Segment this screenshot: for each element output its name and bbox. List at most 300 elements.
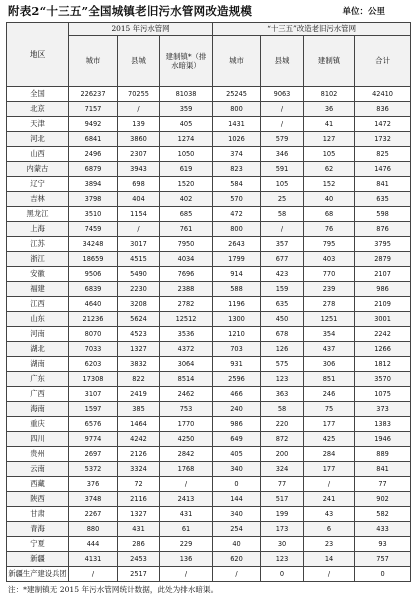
table-row bbox=[7, 372, 411, 387]
value-cell: 374 bbox=[213, 147, 261, 162]
value-cell: 41 bbox=[304, 117, 355, 132]
value-cell: 8070 bbox=[69, 327, 118, 342]
value-cell: 1472 bbox=[355, 117, 411, 132]
value-cell: 0 bbox=[355, 567, 411, 582]
value-cell: 177 bbox=[304, 417, 355, 432]
table-row bbox=[7, 402, 411, 417]
value-cell: / bbox=[304, 477, 355, 492]
value-cell: 761 bbox=[160, 222, 213, 237]
region-cell: 湖北 bbox=[7, 342, 69, 357]
value-cell: 575 bbox=[261, 357, 304, 372]
table-row bbox=[7, 357, 411, 372]
value-cell: 241 bbox=[304, 492, 355, 507]
value-cell: 286 bbox=[118, 537, 160, 552]
value-cell: 105 bbox=[261, 177, 304, 192]
value-cell: 2116 bbox=[118, 492, 160, 507]
value-cell: 25 bbox=[261, 192, 304, 207]
header-town-2015-label: 建制镇*（排水暗渠） bbox=[165, 51, 207, 70]
table-row bbox=[7, 117, 411, 132]
value-cell: 21236 bbox=[69, 312, 118, 327]
value-cell: 126 bbox=[261, 342, 304, 357]
value-cell: 444 bbox=[69, 537, 118, 552]
table-row bbox=[7, 327, 411, 342]
region-cell: 西藏 bbox=[7, 477, 69, 492]
value-cell: 3894 bbox=[69, 177, 118, 192]
value-cell: 2307 bbox=[118, 147, 160, 162]
value-cell: 4523 bbox=[118, 327, 160, 342]
region-cell: 北京 bbox=[7, 102, 69, 117]
table-row bbox=[7, 222, 411, 237]
value-cell: 2419 bbox=[118, 387, 160, 402]
value-cell: 466 bbox=[213, 387, 261, 402]
value-cell: 3536 bbox=[160, 327, 213, 342]
value-cell: / bbox=[261, 102, 304, 117]
value-cell: 914 bbox=[213, 267, 261, 282]
table-row bbox=[7, 387, 411, 402]
value-cell: 437 bbox=[304, 342, 355, 357]
header-county-plan: 县城 bbox=[261, 36, 304, 87]
value-cell: 570 bbox=[213, 192, 261, 207]
table-row bbox=[7, 507, 411, 522]
value-cell: 5372 bbox=[69, 462, 118, 477]
value-cell: 246 bbox=[304, 387, 355, 402]
value-cell: / bbox=[160, 567, 213, 582]
value-cell: 757 bbox=[355, 552, 411, 567]
value-cell: 3748 bbox=[69, 492, 118, 507]
value-cell: 17308 bbox=[69, 372, 118, 387]
value-cell: 123 bbox=[261, 372, 304, 387]
value-cell: / bbox=[118, 222, 160, 237]
value-cell: 357 bbox=[261, 237, 304, 252]
value-cell: 2388 bbox=[160, 282, 213, 297]
value-cell: 1431 bbox=[213, 117, 261, 132]
table-row bbox=[7, 147, 411, 162]
value-cell: 359 bbox=[160, 102, 213, 117]
value-cell: 2107 bbox=[355, 267, 411, 282]
region-cell: 江西 bbox=[7, 297, 69, 312]
value-cell: 159 bbox=[261, 282, 304, 297]
value-cell: 2242 bbox=[355, 327, 411, 342]
value-cell: 698 bbox=[118, 177, 160, 192]
value-cell: 598 bbox=[355, 207, 411, 222]
region-cell: 浙江 bbox=[7, 252, 69, 267]
value-cell: 3107 bbox=[69, 387, 118, 402]
value-cell: 678 bbox=[261, 327, 304, 342]
value-cell: 3064 bbox=[160, 357, 213, 372]
value-cell: 3510 bbox=[69, 207, 118, 222]
header-town-plan: 建制镇 bbox=[304, 36, 355, 87]
value-cell: 4515 bbox=[118, 252, 160, 267]
value-cell: 34248 bbox=[69, 237, 118, 252]
value-cell: 240 bbox=[213, 402, 261, 417]
value-cell: / bbox=[69, 567, 118, 582]
value-cell: 62 bbox=[304, 162, 355, 177]
table-row bbox=[7, 462, 411, 477]
value-cell: 2453 bbox=[118, 552, 160, 567]
value-cell: 3017 bbox=[118, 237, 160, 252]
unit-label: 单位：公里 bbox=[342, 7, 385, 17]
value-cell: 889 bbox=[355, 447, 411, 462]
value-cell: 1597 bbox=[69, 402, 118, 417]
table-row bbox=[7, 297, 411, 312]
value-cell: 851 bbox=[304, 372, 355, 387]
value-cell: 229 bbox=[160, 537, 213, 552]
footnote: 注：*建制镇无 2015 年污水管网统计数据，此处为排水暗渠。 bbox=[8, 585, 219, 594]
region-cell: 河南 bbox=[7, 327, 69, 342]
value-cell: 677 bbox=[261, 252, 304, 267]
region-cell: 江苏 bbox=[7, 237, 69, 252]
value-cell: / bbox=[304, 567, 355, 582]
value-cell: 40 bbox=[304, 192, 355, 207]
value-cell: 620 bbox=[213, 552, 261, 567]
value-cell: 139 bbox=[118, 117, 160, 132]
value-cell: 363 bbox=[261, 387, 304, 402]
value-cell: / bbox=[213, 567, 261, 582]
header-group-2015: 2015 年污水管网 bbox=[69, 23, 213, 36]
table-row bbox=[7, 537, 411, 552]
value-cell: 405 bbox=[213, 447, 261, 462]
value-cell: 1300 bbox=[213, 312, 261, 327]
value-cell: 1464 bbox=[118, 417, 160, 432]
value-cell: 472 bbox=[213, 207, 261, 222]
region-cell: 贵州 bbox=[7, 447, 69, 462]
value-cell: 2109 bbox=[355, 297, 411, 312]
value-cell: 136 bbox=[160, 552, 213, 567]
value-cell: 127 bbox=[304, 132, 355, 147]
value-cell: 0 bbox=[213, 477, 261, 492]
value-cell: / bbox=[160, 477, 213, 492]
region-cell: 辽宁 bbox=[7, 177, 69, 192]
value-cell: 3943 bbox=[118, 162, 160, 177]
value-cell: 425 bbox=[304, 432, 355, 447]
value-cell: 825 bbox=[355, 147, 411, 162]
value-cell: 4372 bbox=[160, 342, 213, 357]
value-cell: 61 bbox=[160, 522, 213, 537]
value-cell: 770 bbox=[304, 267, 355, 282]
value-cell: 404 bbox=[118, 192, 160, 207]
region-cell: 福建 bbox=[7, 282, 69, 297]
value-cell: 2643 bbox=[213, 237, 261, 252]
value-cell: 373 bbox=[355, 402, 411, 417]
table-row bbox=[7, 552, 411, 567]
value-cell: 18659 bbox=[69, 252, 118, 267]
value-cell: 2517 bbox=[118, 567, 160, 582]
value-cell: 1768 bbox=[160, 462, 213, 477]
value-cell: 173 bbox=[261, 522, 304, 537]
value-cell: 591 bbox=[261, 162, 304, 177]
value-cell: 431 bbox=[118, 522, 160, 537]
value-cell: 1154 bbox=[118, 207, 160, 222]
table-row bbox=[7, 252, 411, 267]
header-total: 合计 bbox=[355, 36, 411, 87]
value-cell: 324 bbox=[261, 462, 304, 477]
table-row bbox=[7, 192, 411, 207]
value-cell: 800 bbox=[213, 222, 261, 237]
value-cell: 177 bbox=[304, 462, 355, 477]
value-cell: 200 bbox=[261, 447, 304, 462]
value-cell: 6203 bbox=[69, 357, 118, 372]
value-cell: 1383 bbox=[355, 417, 411, 432]
value-cell: 239 bbox=[304, 282, 355, 297]
value-cell: 2782 bbox=[160, 297, 213, 312]
value-cell: 199 bbox=[261, 507, 304, 522]
value-cell: 588 bbox=[213, 282, 261, 297]
value-cell: 6 bbox=[304, 522, 355, 537]
header-city-plan: 城市 bbox=[213, 36, 261, 87]
value-cell: 753 bbox=[160, 402, 213, 417]
value-cell: 306 bbox=[304, 357, 355, 372]
value-cell: 1251 bbox=[304, 312, 355, 327]
value-cell: 517 bbox=[261, 492, 304, 507]
value-cell: 3208 bbox=[118, 297, 160, 312]
value-cell: / bbox=[261, 117, 304, 132]
table-body bbox=[7, 87, 411, 582]
value-cell: 836 bbox=[355, 102, 411, 117]
value-cell: 405 bbox=[160, 117, 213, 132]
region-cell: 黑龙江 bbox=[7, 207, 69, 222]
value-cell: 823 bbox=[213, 162, 261, 177]
value-cell: 423 bbox=[261, 267, 304, 282]
value-cell: 703 bbox=[213, 342, 261, 357]
table-title: 附表2“十三五”全国城镇老旧污水管网改造规模 bbox=[8, 4, 253, 18]
value-cell: 4131 bbox=[69, 552, 118, 567]
value-cell: 1946 bbox=[355, 432, 411, 447]
table-row bbox=[7, 312, 411, 327]
value-cell: 340 bbox=[213, 507, 261, 522]
region-cell: 山东 bbox=[7, 312, 69, 327]
table-row bbox=[7, 477, 411, 492]
region-cell: 宁夏 bbox=[7, 537, 69, 552]
value-cell: 403 bbox=[304, 252, 355, 267]
value-cell: 1732 bbox=[355, 132, 411, 147]
value-cell: 7033 bbox=[69, 342, 118, 357]
region-cell: 吉林 bbox=[7, 192, 69, 207]
region-cell: 全国 bbox=[7, 87, 69, 102]
region-cell: 云南 bbox=[7, 462, 69, 477]
value-cell: 1476 bbox=[355, 162, 411, 177]
value-cell: 1812 bbox=[355, 357, 411, 372]
region-cell: 重庆 bbox=[7, 417, 69, 432]
value-cell: 795 bbox=[304, 237, 355, 252]
value-cell: 3324 bbox=[118, 462, 160, 477]
value-cell: 1274 bbox=[160, 132, 213, 147]
value-cell: 1799 bbox=[213, 252, 261, 267]
value-cell: 7459 bbox=[69, 222, 118, 237]
header-region: 地区 bbox=[7, 23, 69, 87]
value-cell: 5624 bbox=[118, 312, 160, 327]
value-cell: 25245 bbox=[213, 87, 261, 102]
value-cell: 582 bbox=[355, 507, 411, 522]
value-cell: 986 bbox=[213, 417, 261, 432]
value-cell: 2842 bbox=[160, 447, 213, 462]
table-row bbox=[7, 177, 411, 192]
value-cell: 5490 bbox=[118, 267, 160, 282]
value-cell: 902 bbox=[355, 492, 411, 507]
value-cell: / bbox=[118, 102, 160, 117]
value-cell: 2462 bbox=[160, 387, 213, 402]
value-cell: 68 bbox=[304, 207, 355, 222]
table-row bbox=[7, 567, 411, 582]
value-cell: 1327 bbox=[118, 342, 160, 357]
value-cell: 2496 bbox=[69, 147, 118, 162]
value-cell: 123 bbox=[261, 552, 304, 567]
value-cell: 800 bbox=[213, 102, 261, 117]
value-cell: 4640 bbox=[69, 297, 118, 312]
value-cell: 1210 bbox=[213, 327, 261, 342]
table-row bbox=[7, 102, 411, 117]
value-cell: 876 bbox=[355, 222, 411, 237]
header-town-2015 bbox=[160, 36, 213, 87]
value-cell: 880 bbox=[69, 522, 118, 537]
value-cell: 2230 bbox=[118, 282, 160, 297]
value-cell: 284 bbox=[304, 447, 355, 462]
value-cell: 278 bbox=[304, 297, 355, 312]
region-cell: 上海 bbox=[7, 222, 69, 237]
region-cell: 新疆 bbox=[7, 552, 69, 567]
table-row bbox=[7, 132, 411, 147]
value-cell: 14 bbox=[304, 552, 355, 567]
value-cell: 36 bbox=[304, 102, 355, 117]
table-row bbox=[7, 282, 411, 297]
value-cell: 1050 bbox=[160, 147, 213, 162]
value-cell: 2697 bbox=[69, 447, 118, 462]
value-cell: 931 bbox=[213, 357, 261, 372]
region-cell: 甘肃 bbox=[7, 507, 69, 522]
region-cell: 广东 bbox=[7, 372, 69, 387]
value-cell: 354 bbox=[304, 327, 355, 342]
region-cell: 广西 bbox=[7, 387, 69, 402]
value-cell: 70255 bbox=[118, 87, 160, 102]
value-cell: 3795 bbox=[355, 237, 411, 252]
value-cell: 3570 bbox=[355, 372, 411, 387]
value-cell: 872 bbox=[261, 432, 304, 447]
value-cell: 346 bbox=[261, 147, 304, 162]
table-row bbox=[7, 417, 411, 432]
value-cell: 635 bbox=[355, 192, 411, 207]
value-cell: 77 bbox=[355, 477, 411, 492]
value-cell: 144 bbox=[213, 492, 261, 507]
value-cell: 433 bbox=[355, 522, 411, 537]
region-cell: 天津 bbox=[7, 117, 69, 132]
value-cell: 579 bbox=[261, 132, 304, 147]
region-cell: 内蒙古 bbox=[7, 162, 69, 177]
value-cell: 841 bbox=[355, 462, 411, 477]
value-cell: 4250 bbox=[160, 432, 213, 447]
value-cell: 7696 bbox=[160, 267, 213, 282]
value-cell: 2596 bbox=[213, 372, 261, 387]
value-cell: 76 bbox=[304, 222, 355, 237]
value-cell: 6841 bbox=[69, 132, 118, 147]
value-cell: 6576 bbox=[69, 417, 118, 432]
value-cell: 6839 bbox=[69, 282, 118, 297]
value-cell: 93 bbox=[355, 537, 411, 552]
value-cell: 619 bbox=[160, 162, 213, 177]
value-cell: 75 bbox=[304, 402, 355, 417]
value-cell: 105 bbox=[304, 147, 355, 162]
value-cell: 584 bbox=[213, 177, 261, 192]
table-row bbox=[7, 162, 411, 177]
value-cell: 3832 bbox=[118, 357, 160, 372]
value-cell: 3860 bbox=[118, 132, 160, 147]
value-cell: 81038 bbox=[160, 87, 213, 102]
value-cell: 4034 bbox=[160, 252, 213, 267]
table-row bbox=[7, 447, 411, 462]
value-cell: 220 bbox=[261, 417, 304, 432]
region-cell: 湖南 bbox=[7, 357, 69, 372]
region-cell: 新疆生产建设兵团 bbox=[7, 567, 69, 582]
table-row bbox=[7, 267, 411, 282]
value-cell: 43 bbox=[304, 507, 355, 522]
region-cell: 青海 bbox=[7, 522, 69, 537]
region-cell: 海南 bbox=[7, 402, 69, 417]
title-row bbox=[8, 3, 407, 19]
value-cell: 376 bbox=[69, 477, 118, 492]
value-cell: 7157 bbox=[69, 102, 118, 117]
value-cell: 1520 bbox=[160, 177, 213, 192]
region-cell: 河北 bbox=[7, 132, 69, 147]
value-cell: 3001 bbox=[355, 312, 411, 327]
value-cell: 23 bbox=[304, 537, 355, 552]
value-cell: 402 bbox=[160, 192, 213, 207]
value-cell: 7950 bbox=[160, 237, 213, 252]
value-cell: 1026 bbox=[213, 132, 261, 147]
value-cell: 8514 bbox=[160, 372, 213, 387]
value-cell: 42410 bbox=[355, 87, 411, 102]
table-row bbox=[7, 237, 411, 252]
value-cell: 2879 bbox=[355, 252, 411, 267]
value-cell: 40 bbox=[213, 537, 261, 552]
region-cell: 陕西 bbox=[7, 492, 69, 507]
table-row bbox=[7, 87, 411, 102]
header-group-plan: “十三五”改造老旧污水管网 bbox=[213, 23, 411, 36]
value-cell: 2413 bbox=[160, 492, 213, 507]
value-cell: 649 bbox=[213, 432, 261, 447]
value-cell: 2126 bbox=[118, 447, 160, 462]
header-county-2015: 县城 bbox=[118, 36, 160, 87]
table-row bbox=[7, 522, 411, 537]
value-cell: 12512 bbox=[160, 312, 213, 327]
table-row bbox=[7, 492, 411, 507]
value-cell: 254 bbox=[213, 522, 261, 537]
value-cell: 4242 bbox=[118, 432, 160, 447]
value-cell: 3798 bbox=[69, 192, 118, 207]
region-cell: 山西 bbox=[7, 147, 69, 162]
value-cell: 6879 bbox=[69, 162, 118, 177]
value-cell: 1770 bbox=[160, 417, 213, 432]
value-cell: 72 bbox=[118, 477, 160, 492]
value-cell: 986 bbox=[355, 282, 411, 297]
value-cell: / bbox=[261, 222, 304, 237]
value-cell: 226237 bbox=[69, 87, 118, 102]
value-cell: 340 bbox=[213, 462, 261, 477]
value-cell: 841 bbox=[355, 177, 411, 192]
table-row bbox=[7, 342, 411, 357]
value-cell: 9492 bbox=[69, 117, 118, 132]
header-city-2015: 城市 bbox=[69, 36, 118, 87]
value-cell: 9063 bbox=[261, 87, 304, 102]
value-cell: 8102 bbox=[304, 87, 355, 102]
table-row bbox=[7, 432, 411, 447]
value-cell: 9774 bbox=[69, 432, 118, 447]
value-cell: 635 bbox=[261, 297, 304, 312]
value-cell: 58 bbox=[261, 402, 304, 417]
value-cell: 685 bbox=[160, 207, 213, 222]
value-cell: 152 bbox=[304, 177, 355, 192]
region-cell: 四川 bbox=[7, 432, 69, 447]
value-cell: 385 bbox=[118, 402, 160, 417]
value-cell: 9506 bbox=[69, 267, 118, 282]
value-cell: 1075 bbox=[355, 387, 411, 402]
